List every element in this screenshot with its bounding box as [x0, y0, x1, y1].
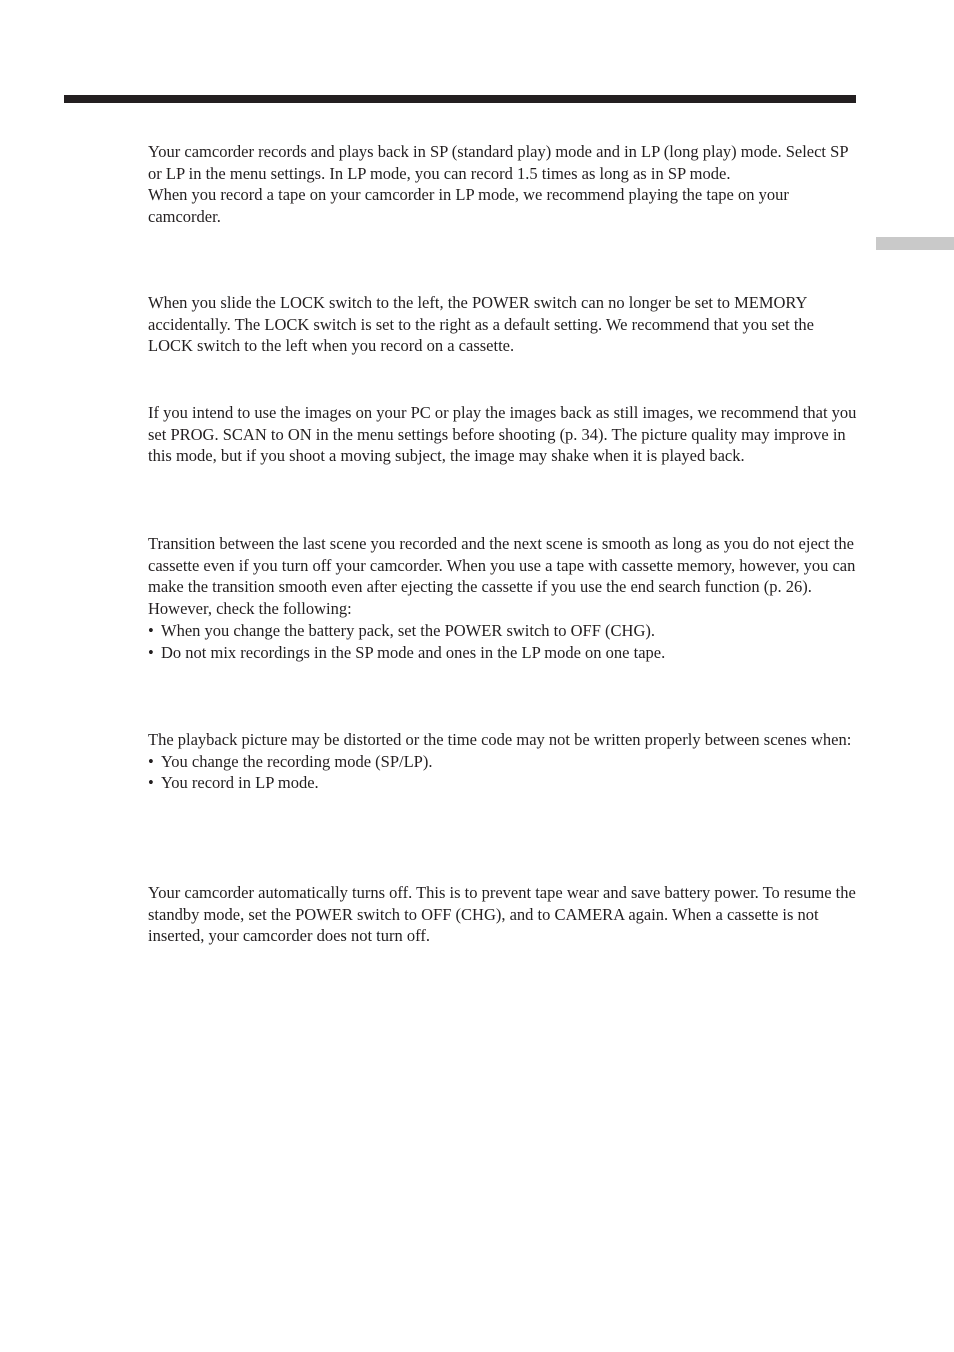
bullet-item [148, 620, 860, 642]
bullet-glyph: • [148, 620, 154, 640]
bullet-text: When you change the battery pack, set the POWER switch to OFF (CHG). [161, 620, 655, 640]
paragraph: Your camcorder automatically turns off. This is to prevent tape wear and save battery power. To resume the standby mode, set the POWER switch to OFF (CHG), and to CAMERA again. When a cassette is not inserted, your camcorder does not turn off. [148, 883, 856, 946]
paragraph: When you record a tape on your camcorder in LP mode, we recommend playing the tape on your camcorder. [148, 185, 789, 227]
paragraph: The playback picture may be distorted or the time code may not be written properly between scenes when: [148, 730, 852, 749]
bullet-item [148, 751, 851, 773]
section-progressive-scan [148, 402, 860, 467]
bullet-text: You change the recording mode (SP/LP). [161, 751, 433, 771]
paragraph: Your camcorder records and plays back in SP (standard play) mode and in LP (long play) mode. Select SP or LP in the menu settings. In LP mode, you can record 1.5 times as long as in SP mode. [148, 142, 848, 183]
paragraph: When you slide the LOCK switch to the left, the POWER switch can no longer be set to MEMORY accidentally. The LOCK switch is set to the right as a default setting. We recommend that you set the LOCK switch to the left when you record on a cassette. [148, 293, 814, 356]
section-auto-power-off [148, 882, 860, 947]
header-rule [64, 95, 856, 103]
bullet-text: Do not mix recordings in the SP mode and ones in the LP mode on one tape. [161, 642, 666, 662]
bullet-glyph: • [148, 642, 154, 662]
bullet-glyph: • [148, 751, 154, 771]
bullet-item [148, 772, 851, 794]
bullet-item [148, 642, 860, 664]
paragraph: Transition between the last scene you recorded and the next scene is smooth as long as you do not eject the cassette even if you turn off your camcorder. When you use a tape with cassette memory, however, you can make the transition smooth even after ejecting the cassette if you use the end search function (p. 26). [148, 534, 856, 597]
section-smooth-transition [148, 533, 860, 663]
bullet-glyph: • [148, 773, 154, 793]
paragraph: If you intend to use the images on your PC or play the images back as still images, we recommend that you set PROG. SCAN to ON in the menu settings before shooting (p. 34). The picture quality may improve in this mode, but if you shoot a moving subject, the image may shake when it is played back. [148, 403, 857, 466]
chapter-tab-marker [876, 237, 954, 250]
bullet-text: You record in LP mode. [161, 773, 319, 793]
section-recording-mode [148, 141, 860, 228]
section-lock-switch [148, 292, 860, 357]
section-distortion [148, 729, 851, 794]
paragraph: However, check the following: [148, 599, 352, 619]
